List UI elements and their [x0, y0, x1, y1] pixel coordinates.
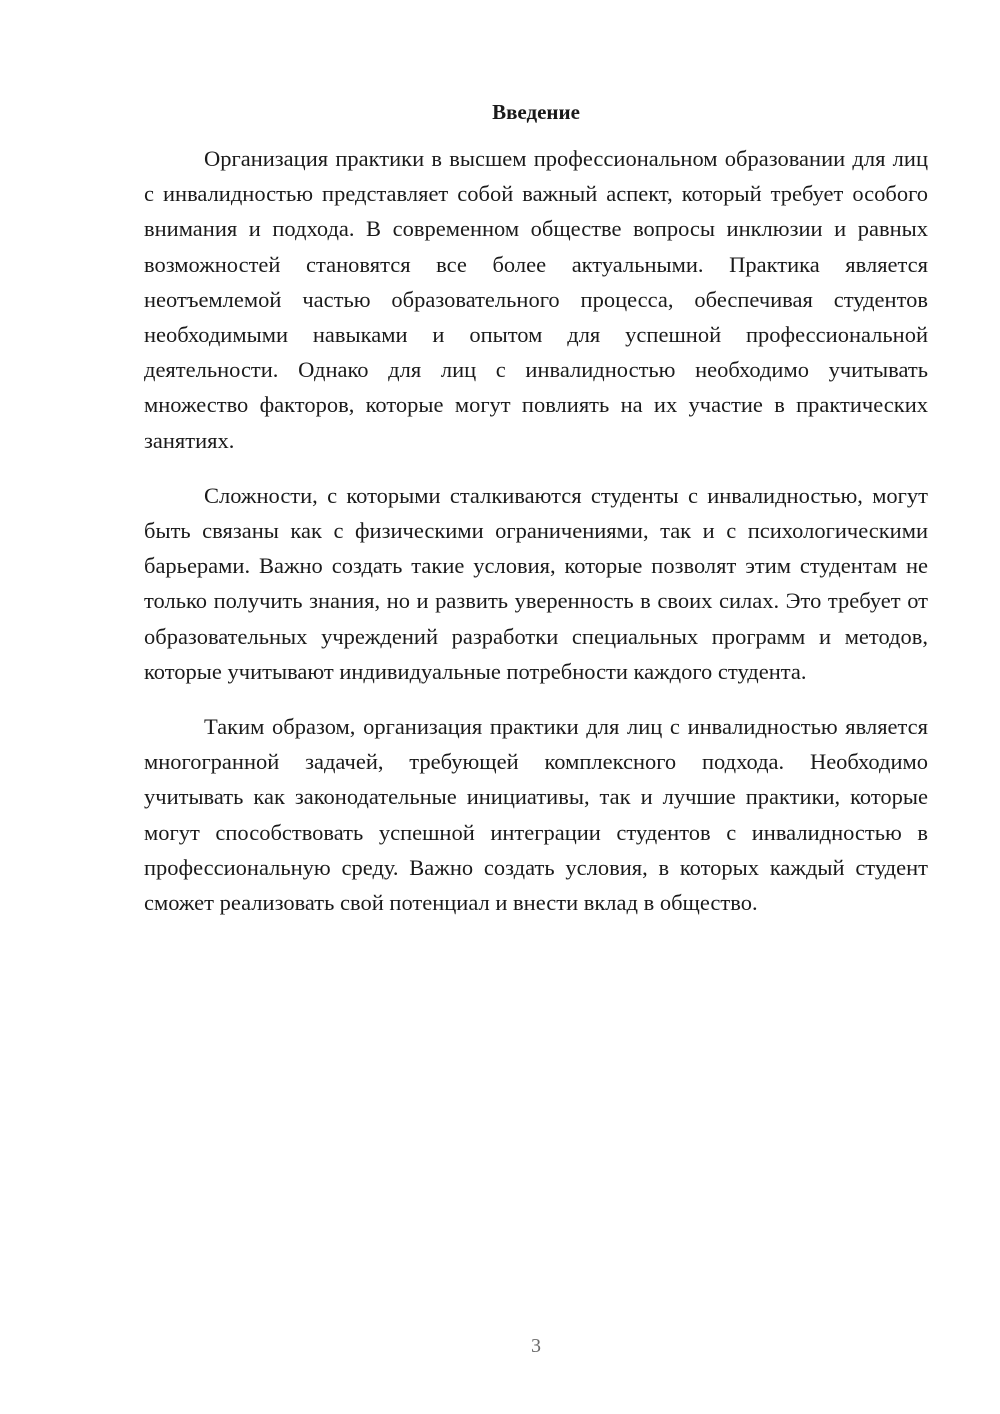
- paragraph-3: Таким образом, организация практики для лиц с инвалидностью является многогранной задачей, требующей комплексного подхода. Необходимо учитывать как законодательные инициативы, так и лучшие практики, которые могут способствовать успешной интеграции студентов с инвалидностью в профессиональную среду. Важно создать условия, в которых каждый студент сможет реализовать свой потенциал и внести вклад в общество.: [144, 714, 928, 916]
- paragraph-1: Организация практики в высшем профессиональном образовании для лиц с инвалидностью представляет собой важный аспект, который требует особого внимания и подхода. В современном обществе вопросы инклюзии и равных возможностей становятся все более актуальными. Практика является неотъемлемой частью образовательного процесса, обеспечивая студентов необходимыми навыками и опытом для успешной профессиональной деятельности. Однако для лиц с инвалидностью необходимо учитывать множество факторов, которые могут повлиять на их участие в практических занятиях.: [144, 146, 928, 453]
- body-text: [144, 141, 928, 940]
- paragraph-2: Сложности, с которыми сталкиваются студенты с инвалидностью, могут быть связаны как с физическими ограничениями, так и с психологическими барьерами. Важно создать такие условия, которые позволят этим студентам не только получить знания, но и развить уверенность в своих силах. Это требует от образовательных учреждений разработки специальных программ и методов, которые учитывают индивидуальные потребности каждого студента.: [144, 482, 928, 684]
- page-title: Введение: [492, 100, 580, 124]
- page-number: 3: [531, 1335, 541, 1357]
